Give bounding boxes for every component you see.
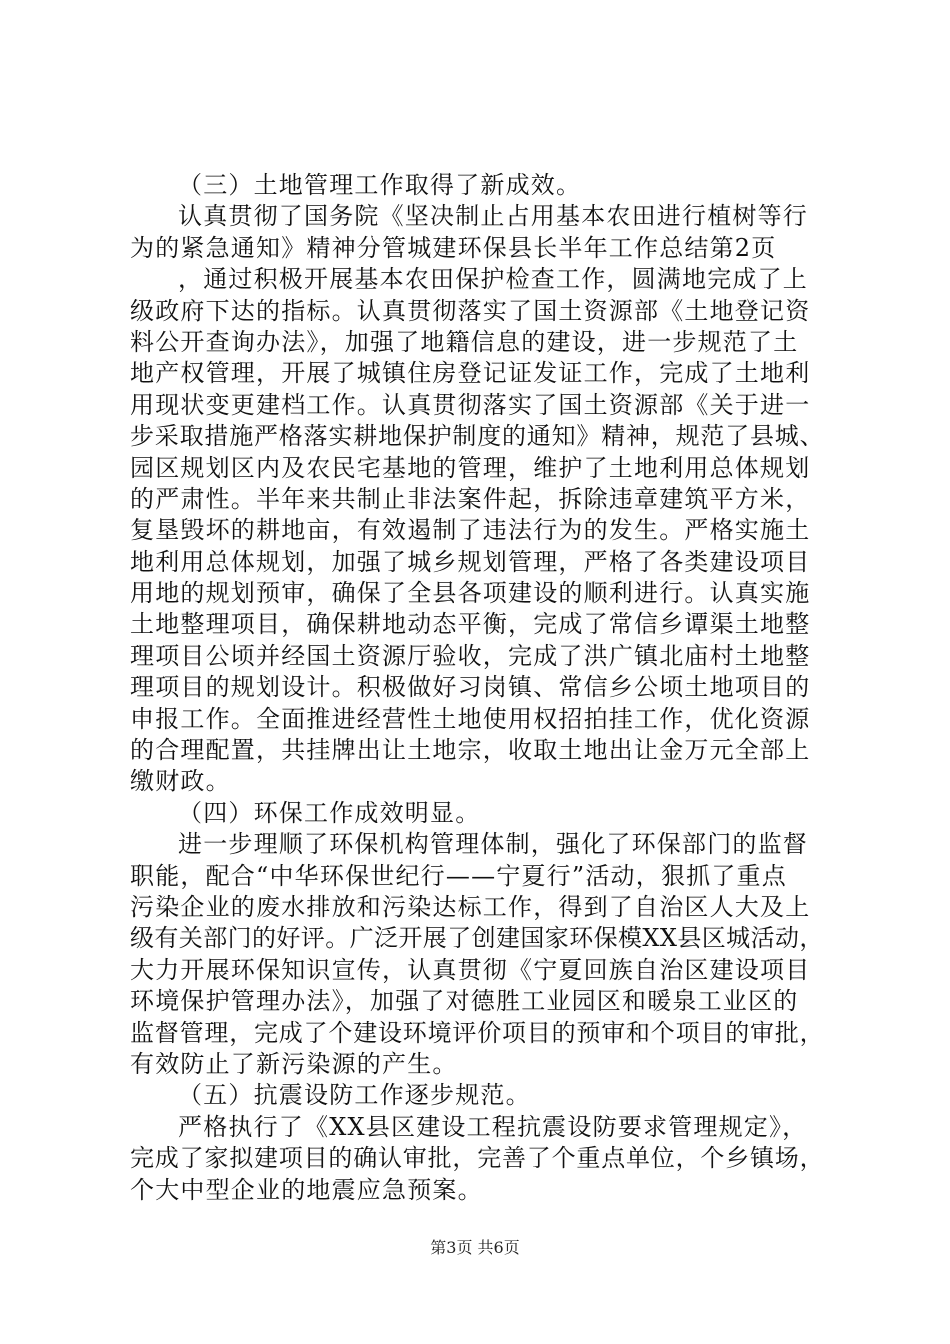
text-line: 进一步理顺了环保机构管理体制，强化了环保部门的监督 [178,830,808,859]
text-line: 大力开展环保知识宣传，认真贯彻《宁夏回族自治区建设项目 [130,955,811,984]
text-line: （三）土地管理工作取得了新成效。 [178,171,582,199]
text-line: 的合理配置，共挂牌出让土地宗，收取土地出让金万元全部上 [130,736,811,765]
text-line: 理项目公顷并经国土资源厅验收，完成了洪广镇北庙村土地整 [130,641,811,670]
text-line: 环境保护管理办法》，加强了对德胜工业园区和暖泉工业区的 [130,987,799,1016]
text-line: 监督管理，完成了个建设环境评价项目的预审和个项目的审批， [130,1018,825,1047]
text-line: 用现状变更建档工作。认真贯彻落实了国土资源部《关于进一 [130,390,811,419]
text-line: 地产权管理，开展了城镇住房登记证发证工作，完成了土地利 [130,359,811,388]
text-line: 级政府下达的指标。认真贯彻落实了国土资源部《土地登记资 [130,296,811,325]
text-line: 步采取措施严格落实耕地保护制度的通知》精神，规范了县城、 [130,422,825,451]
document-body [130,170,830,1206]
text-line: ，通过积极开展基本农田保护检查工作，圆满地完成了上 [178,265,808,294]
text-line: 申报工作。全面推进经营性土地使用权招拍挂工作，优化资源 [130,704,811,733]
text-line: 有效防止了新污染源的产生。 [130,1049,458,1078]
text-line: 园区规划区内及农民宅基地的管理，维护了土地利用总体规划 [130,453,811,482]
text-line: （四）环保工作成效明显。 [178,798,481,827]
text-line: 的严肃性。半年来共制止非法案件起，拆除违章建筑平方米， [130,484,811,513]
text-line: 用地的规划预审，确保了全县各项建设的顺利进行。认真实施 [130,579,811,608]
text-line: 个大中型企业的地震应急预案。 [130,1175,483,1204]
text-line: 复垦毁坏的耕地亩，有效遏制了违法行为的发生。严格实施土 [130,516,811,545]
text-line: 地利用总体规划，加强了城乡规划管理，严格了各类建设项目 [130,547,811,576]
text-line: 缴财政。 [130,767,231,796]
text-line: 为的紧急通知》精神分管城建环保县长半年工作总结第2页 [130,233,777,262]
text-line: 完成了家拟建项目的确认审批，完善了个重点单位，个乡镇场， [130,1144,825,1173]
text-line: 料公开查询办法》，加强了地籍信息的建设，进一步规范了土 [130,327,799,356]
page-footer: 第3页 共6页 [430,1238,520,1257]
text-line: 土地整理项目，确保耕地动态平衡，完成了常信乡谭渠土地整 [130,610,811,639]
text-line: 严格执行了《XX县区建设工程抗震设防要求管理规定》， [178,1112,808,1141]
text-line: 认真贯彻了国务院《坚决制止占用基本农田进行植树等行 [178,202,808,231]
text-line: 污染企业的废水排放和污染达标工作，得到了自治区人大及上 [130,892,811,921]
text-line: 理项目的规划设计。积极做好习岗镇、常信乡公顷土地项目的 [130,673,811,702]
text-line: 级有关部门的好评。广泛开展了创建国家环保模XX县区城活动， [130,924,824,953]
text-line: （五）抗震设防工作逐步规范。 [178,1081,531,1110]
text-line: 职能，配合“中华环保世纪行——宁夏行”活动，狠抓了重点 [130,861,787,890]
